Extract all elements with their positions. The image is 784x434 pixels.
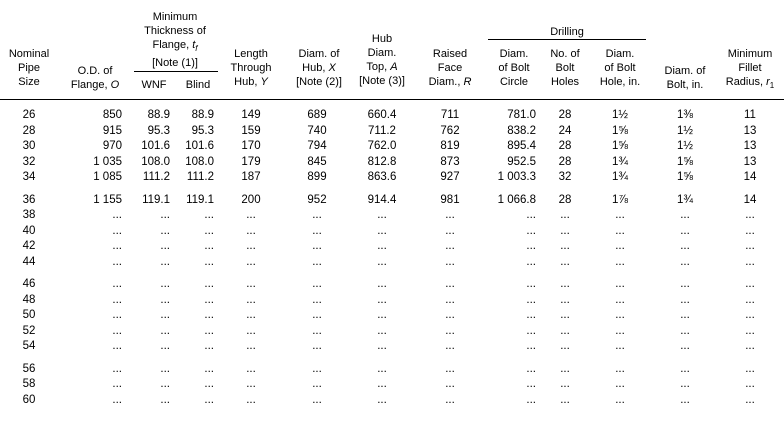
cell-fillet: ... [745, 225, 755, 237]
cell-size: 50 [22, 309, 36, 321]
cell-hole: ... [615, 256, 625, 268]
cell-size: 44 [22, 256, 36, 268]
header-min-thickness-line3: Flange, $t_f$ [152, 39, 198, 54]
header-bolt-diam [654, 64, 716, 92]
cell-a: ... [377, 340, 387, 352]
cell-fillet: ... [745, 294, 755, 306]
cell-blind: ... [204, 225, 214, 237]
cell-r: ... [445, 240, 455, 252]
cell-bolt: ... [680, 240, 690, 252]
header-pipe-size-line2: Pipe [17, 62, 41, 74]
cell-y: 149 [241, 109, 261, 121]
header-drilling: Drilling [550, 26, 584, 38]
header-bolt-holes-line3: Holes [550, 76, 580, 88]
cell-blind: 119.1 [186, 194, 214, 206]
cell-a: ... [377, 309, 387, 321]
cell-hole: ... [615, 309, 625, 321]
cell-x: ... [312, 394, 322, 406]
cell-size: 36 [22, 194, 36, 206]
cell-x: ... [312, 325, 322, 337]
cell-holes: 24 [558, 125, 572, 137]
cell-fillet: ... [745, 363, 755, 375]
cell-bolt: ... [680, 294, 690, 306]
cell-hole: ... [615, 363, 625, 375]
header-hub-top-line2: Diam. [367, 47, 397, 59]
header-od [62, 64, 128, 92]
header-diam-hub-line2: Hub, X [302, 62, 336, 74]
cell-y: ... [246, 278, 256, 290]
cell-bolt: ... [680, 209, 690, 221]
cell-wnf: 119.1 [142, 194, 170, 206]
cell-bc: ... [526, 278, 536, 290]
cell-holes: ... [560, 256, 570, 268]
cell-r: ... [445, 363, 455, 375]
cell-x: ... [312, 225, 322, 237]
cell-holes: 28 [558, 194, 572, 206]
cell-bolt: 1½ [677, 125, 693, 137]
cell-hole: ... [615, 378, 625, 390]
cell-size: 26 [22, 109, 36, 121]
header-bolt-hole-diam-line3: Hole, in. [599, 76, 641, 88]
cell-od: ... [112, 256, 122, 268]
cell-blind: 88.9 [191, 109, 214, 121]
cell-x: 794 [307, 140, 327, 152]
header-length-hub-line1: Length [234, 48, 268, 60]
cell-hole: ... [615, 294, 625, 306]
cell-fillet: 14 [743, 171, 757, 183]
cell-blind: ... [204, 363, 214, 375]
cell-hole: ... [615, 240, 625, 252]
cell-bc: 1 003.3 [497, 171, 536, 183]
cell-holes: ... [560, 278, 570, 290]
header-bolt-circle [486, 47, 542, 89]
header-length-hub [222, 47, 280, 89]
header-min-thickness-line1: Minimum [152, 11, 198, 23]
cell-bolt: 1½ [677, 140, 693, 152]
cell-bc: ... [526, 309, 536, 321]
header-wnf: WNF [141, 79, 167, 91]
cell-a: ... [377, 394, 387, 406]
cell-bc: ... [526, 240, 536, 252]
cell-od: 970 [102, 140, 122, 152]
cell-bolt: ... [680, 394, 690, 406]
cell-bolt: ... [680, 378, 690, 390]
cell-size: 60 [22, 394, 36, 406]
cell-size: 48 [22, 294, 36, 306]
cell-fillet: 14 [743, 194, 757, 206]
cell-wnf: ... [160, 256, 170, 268]
cell-od: ... [112, 240, 122, 252]
cell-bolt: ... [680, 309, 690, 321]
cell-blind: ... [204, 394, 214, 406]
cell-blind: ... [204, 209, 214, 221]
cell-bolt: 1⅝ [677, 171, 693, 183]
cell-bolt: 1¾ [677, 194, 693, 206]
cell-a: ... [377, 240, 387, 252]
cell-r: 981 [440, 194, 460, 206]
cell-wnf: ... [160, 325, 170, 337]
cell-od: ... [112, 209, 122, 221]
cell-y: 170 [241, 140, 261, 152]
header-drilling-rule [488, 39, 646, 40]
cell-fillet: 11 [744, 109, 756, 121]
cell-r: ... [445, 340, 455, 352]
cell-fillet: ... [745, 240, 755, 252]
cell-bc: ... [526, 363, 536, 375]
cell-od: 915 [102, 125, 122, 137]
header-bolt-diam-line1: Diam. of [664, 65, 706, 77]
cell-holes: 28 [558, 140, 572, 152]
cell-r: 819 [440, 140, 460, 152]
cell-x: ... [312, 340, 322, 352]
cell-od: ... [112, 394, 122, 406]
header-bolt-circle-line3: Circle [499, 76, 529, 88]
cell-bolt: ... [680, 363, 690, 375]
cell-bc: ... [526, 325, 536, 337]
header-raised-face-line3: Diam., R [428, 76, 472, 88]
header-bottom-rule [0, 99, 784, 100]
cell-r: ... [445, 294, 455, 306]
header-hub-top-line3: Top, A [366, 61, 398, 73]
cell-bolt: ... [680, 256, 690, 268]
cell-size: 52 [22, 325, 36, 337]
header-min-thickness-line4: [Note (1)] [152, 57, 198, 70]
cell-bolt: ... [680, 325, 690, 337]
cell-hole: 1⅝ [612, 140, 628, 152]
cell-od: ... [112, 325, 122, 337]
cell-size: 38 [22, 209, 36, 221]
cell-holes: 32 [558, 171, 572, 183]
cell-r: ... [445, 225, 455, 237]
cell-wnf: ... [160, 278, 170, 290]
cell-wnf: 88.9 [147, 109, 170, 121]
cell-y: 159 [241, 125, 261, 137]
cell-holes: ... [560, 340, 570, 352]
header-raised-face-line1: Raised [432, 48, 468, 60]
cell-holes: ... [560, 240, 570, 252]
cell-size: 32 [22, 156, 36, 168]
cell-x: ... [312, 378, 322, 390]
cell-bc: ... [526, 225, 536, 237]
header-od-line2: Flange, O [70, 79, 120, 91]
cell-blind: ... [204, 256, 214, 268]
cell-blind: 111.2 [186, 171, 214, 183]
cell-hole: ... [615, 325, 625, 337]
header-min-thickness-line2: Thickness of [144, 25, 206, 37]
cell-holes: ... [560, 394, 570, 406]
cell-y: ... [246, 209, 256, 221]
cell-size: 28 [22, 125, 36, 137]
cell-x: ... [312, 363, 322, 375]
cell-a: ... [377, 363, 387, 375]
cell-bc: 781.0 [507, 109, 536, 121]
cell-holes: ... [560, 363, 570, 375]
cell-hole: ... [615, 340, 625, 352]
cell-x: 845 [307, 156, 327, 168]
cell-r: 762 [440, 125, 460, 137]
cell-a: ... [377, 294, 387, 306]
cell-y: 187 [241, 171, 261, 183]
cell-r: ... [445, 325, 455, 337]
cell-od: 1 155 [93, 194, 122, 206]
header-bolt-hole-diam-line1: Diam. [605, 48, 635, 60]
header-bolt-holes-line2: Bolt [555, 62, 575, 74]
cell-hole: ... [615, 225, 625, 237]
cell-y: ... [246, 256, 256, 268]
header-bolt-holes [544, 47, 586, 89]
header-diam-hub-line3: [Note (2)] [296, 76, 342, 88]
cell-hole: ... [615, 278, 625, 290]
header-fillet-line2: Fillet [738, 62, 762, 74]
header-bolt-holes-line1: No. of [550, 48, 580, 60]
cell-x: ... [312, 278, 322, 290]
header-pipe-size [0, 47, 58, 89]
cell-blind: 95.3 [191, 125, 214, 137]
cell-fillet: 13 [743, 156, 757, 168]
header-min-thickness [132, 10, 218, 70]
cell-wnf: ... [160, 340, 170, 352]
cell-fillet: ... [745, 278, 755, 290]
cell-hole: ... [615, 209, 625, 221]
cell-od: 1 035 [93, 156, 122, 168]
cell-holes: 28 [558, 156, 572, 168]
cell-r: 711 [440, 109, 460, 121]
cell-y: ... [246, 340, 256, 352]
cell-r: 873 [440, 156, 460, 168]
header-pipe-size-line1: Nominal [8, 48, 50, 60]
header-pipe-size-line3: Size [18, 76, 40, 88]
cell-r: ... [445, 309, 455, 321]
cell-x: ... [312, 256, 322, 268]
cell-a: ... [377, 209, 387, 221]
header-bolt-hole-diam-line2: of Bolt [604, 62, 636, 74]
cell-holes: ... [560, 225, 570, 237]
cell-a: 863.6 [367, 171, 397, 183]
cell-r: ... [445, 256, 455, 268]
cell-fillet: 13 [743, 125, 757, 137]
cell-r: 927 [440, 171, 460, 183]
cell-wnf: ... [160, 309, 170, 321]
header-hub-top-line4: [Note (3)] [359, 75, 405, 87]
cell-bc: 838.2 [507, 125, 536, 137]
cell-blind: ... [204, 278, 214, 290]
cell-holes: ... [560, 325, 570, 337]
cell-x: ... [312, 240, 322, 252]
header-bolt-diam-line2: Bolt, in. [666, 79, 704, 91]
header-diam-hub-line1: Diam. of [298, 48, 340, 60]
cell-bc: ... [526, 209, 536, 221]
cell-od: ... [112, 225, 122, 237]
cell-bc: ... [526, 378, 536, 390]
cell-wnf: 101.6 [141, 140, 170, 152]
cell-x: 740 [307, 125, 327, 137]
cell-hole: 1½ [612, 109, 628, 121]
cell-a: ... [377, 325, 387, 337]
cell-size: 46 [22, 278, 36, 290]
cell-size: 34 [22, 171, 36, 183]
header-thickness-rule [134, 71, 218, 72]
cell-a: 914.4 [367, 194, 397, 206]
cell-blind: 101.6 [185, 140, 214, 152]
cell-r: ... [445, 209, 455, 221]
cell-a: ... [377, 378, 387, 390]
cell-holes: ... [560, 209, 570, 221]
header-hub-top-line1: Hub [371, 33, 393, 45]
cell-wnf: ... [160, 363, 170, 375]
header-length-hub-line3: Hub, Y [234, 76, 268, 88]
cell-blind: ... [204, 325, 214, 337]
cell-a: ... [377, 278, 387, 290]
cell-blind: 108.0 [185, 156, 214, 168]
cell-bc: 1 066.8 [497, 194, 536, 206]
cell-bc: 952.5 [507, 156, 536, 168]
cell-od: 850 [102, 109, 122, 121]
cell-bc: ... [526, 394, 536, 406]
cell-blind: ... [204, 309, 214, 321]
cell-hole: 1⅞ [612, 194, 628, 206]
cell-size: 56 [22, 363, 36, 375]
cell-y: 200 [241, 194, 261, 206]
cell-od: 1 085 [93, 171, 122, 183]
cell-bolt: 1⅜ [677, 109, 693, 121]
header-blind: Blind [185, 79, 211, 91]
header-fillet-line3: Radius, $r_1$ [725, 76, 775, 91]
cell-size: 40 [22, 225, 36, 237]
cell-r: ... [445, 394, 455, 406]
cell-hole: ... [615, 394, 625, 406]
cell-hole: 1⅝ [612, 125, 628, 137]
cell-blind: ... [204, 340, 214, 352]
cell-holes: ... [560, 294, 570, 306]
header-bolt-circle-line2: of Bolt [498, 62, 530, 74]
cell-wnf: ... [160, 294, 170, 306]
cell-wnf: 108.0 [141, 156, 170, 168]
cell-y: ... [246, 325, 256, 337]
cell-x: ... [312, 294, 322, 306]
cell-r: ... [445, 378, 455, 390]
header-raised-face-line2: Face [437, 62, 463, 74]
cell-size: 54 [22, 340, 36, 352]
cell-blind: ... [204, 240, 214, 252]
cell-wnf: ... [160, 240, 170, 252]
header-diam-hub [284, 47, 354, 89]
cell-wnf: ... [160, 209, 170, 221]
cell-x: 689 [307, 109, 327, 121]
cell-holes: 28 [558, 109, 572, 121]
cell-a: 812.8 [367, 156, 397, 168]
cell-a: 762.0 [367, 140, 397, 152]
cell-x: ... [312, 209, 322, 221]
cell-bolt: 1⅝ [677, 156, 693, 168]
cell-fillet: ... [745, 256, 755, 268]
cell-y: ... [246, 225, 256, 237]
cell-wnf: ... [160, 394, 170, 406]
cell-fillet: ... [745, 378, 755, 390]
cell-holes: ... [560, 378, 570, 390]
cell-fillet: ... [745, 309, 755, 321]
cell-od: ... [112, 378, 122, 390]
cell-size: 58 [22, 378, 36, 390]
cell-a: ... [377, 225, 387, 237]
cell-a: ... [377, 256, 387, 268]
cell-y: ... [246, 294, 256, 306]
cell-fillet: ... [745, 209, 755, 221]
header-raised-face [420, 47, 480, 89]
cell-bc: ... [526, 340, 536, 352]
cell-x: 899 [307, 171, 327, 183]
header-bolt-circle-line1: Diam. [499, 48, 529, 60]
cell-holes: ... [560, 309, 570, 321]
cell-od: ... [112, 340, 122, 352]
cell-hole: 1¾ [612, 156, 628, 168]
header-fillet [718, 47, 782, 93]
cell-fillet: ... [745, 340, 755, 352]
cell-y: ... [246, 378, 256, 390]
header-hub-top [352, 32, 412, 88]
cell-bolt: ... [680, 278, 690, 290]
cell-od: ... [112, 278, 122, 290]
cell-blind: ... [204, 378, 214, 390]
cell-x: ... [312, 309, 322, 321]
cell-fillet: ... [745, 325, 755, 337]
cell-bolt: ... [680, 340, 690, 352]
cell-x: 952 [307, 194, 327, 206]
header-od-line1: O.D. of [77, 65, 113, 77]
cell-bc: 895.4 [507, 140, 536, 152]
cell-size: 30 [22, 140, 36, 152]
cell-a: 711.2 [368, 125, 396, 137]
cell-fillet: 13 [743, 140, 757, 152]
cell-a: 660.4 [367, 109, 397, 121]
cell-od: ... [112, 309, 122, 321]
cell-bolt: ... [680, 225, 690, 237]
cell-bc: ... [526, 294, 536, 306]
header-bolt-hole-diam [592, 47, 648, 89]
cell-od: ... [112, 363, 122, 375]
cell-y: ... [246, 394, 256, 406]
cell-wnf: 95.3 [147, 125, 170, 137]
header-length-hub-line2: Through [230, 62, 272, 74]
cell-wnf: ... [160, 378, 170, 390]
cell-bc: ... [526, 256, 536, 268]
cell-y: ... [246, 363, 256, 375]
cell-hole: 1¾ [612, 171, 628, 183]
cell-wnf: ... [160, 225, 170, 237]
cell-blind: ... [204, 294, 214, 306]
cell-size: 42 [22, 240, 36, 252]
cell-wnf: 111.2 [142, 171, 170, 183]
cell-r: ... [445, 278, 455, 290]
cell-fillet: ... [745, 394, 755, 406]
cell-y: ... [246, 240, 256, 252]
cell-od: ... [112, 294, 122, 306]
cell-y: ... [246, 309, 256, 321]
cell-y: 179 [241, 156, 261, 168]
header-fillet-line1: Minimum [727, 48, 773, 60]
